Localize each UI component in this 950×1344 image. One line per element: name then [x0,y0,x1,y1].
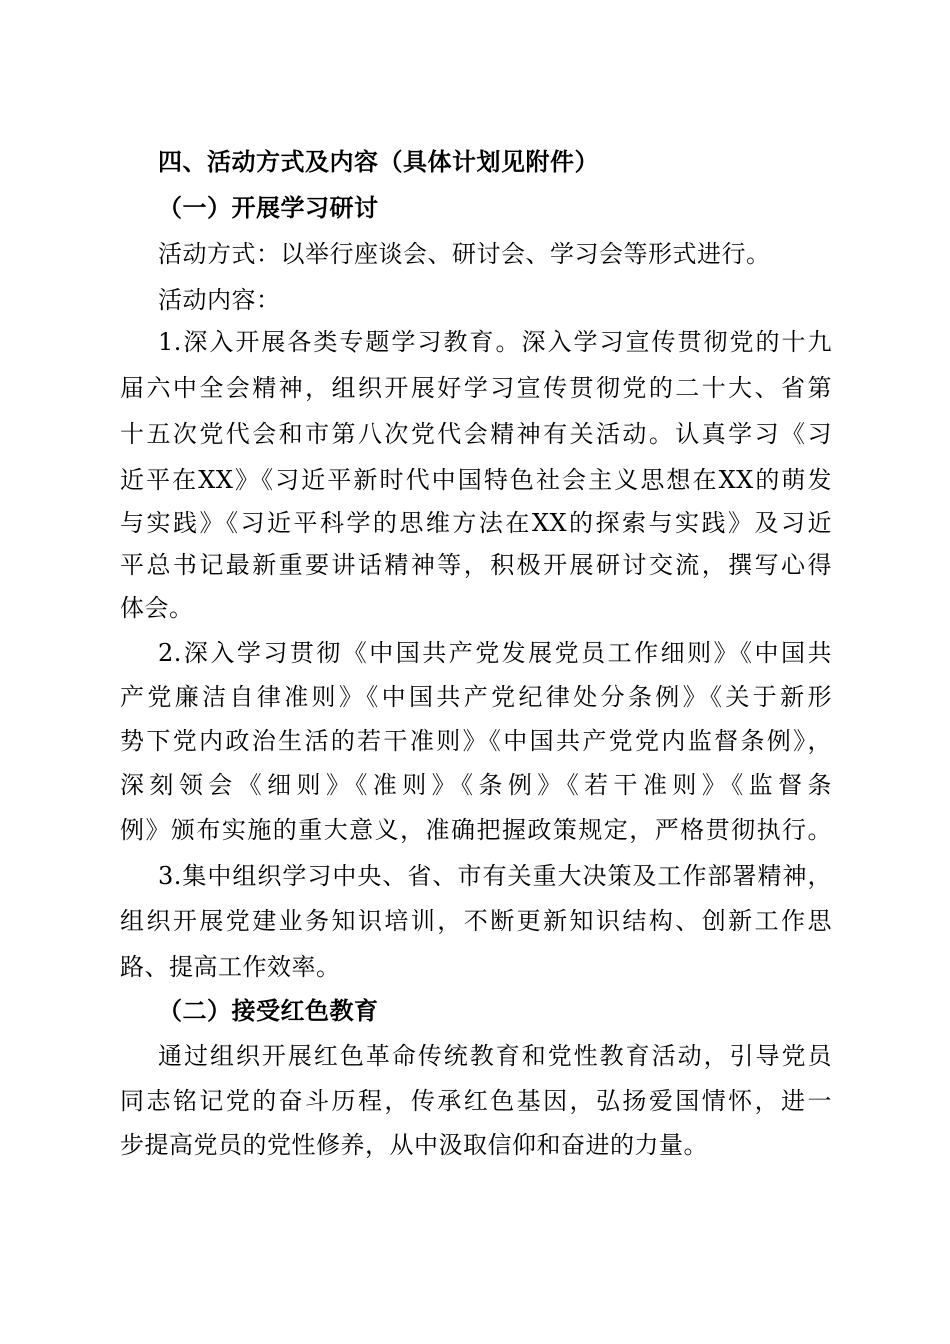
paragraph-line: 势下党内政治生活的若干准则》《中国共产党党内监督条例》， [120,727,832,755]
paragraph-line: 产党廉洁自律准则》《中国共产党纪律处分条例》《关于新形 [120,683,832,711]
paragraph-line: 平总书记最新重要讲话精神等，积极开展研讨交流，撰写心得 [120,551,832,579]
activity-method: 活动方式：以举行座谈会、研讨会、学习会等形式进行。 [158,240,771,268]
activity-content-label: 活动内容： [158,286,281,314]
paragraph-line: 近平在XX》《习近平新时代中国特色社会主义思想在XX的萌发 [120,466,832,494]
paragraph-line: 通过组织开展红色革命传统教育和党性教育活动，引导党员 [158,1042,832,1070]
paragraph-line: 3.集中组织学习中央、省、市有关重大决策及工作部署精神， [158,862,832,890]
subsection-1-title: （一）开展学习研讨 [158,193,379,222]
paragraph-line: 同志铭记党的奋斗历程，传承红色基因，弘扬爱国情怀，进一 [120,1087,832,1115]
section-heading: 四、活动方式及内容（具体计划见附件） [158,147,599,176]
paragraph-line: 体会。 [120,594,194,622]
paragraph-line: 十五次党代会和市第八次党代会精神有关活动。认真学习《习 [120,420,832,448]
subsection-2-title: （二）接受红色教育 [158,996,379,1025]
paragraph-line: 例》颁布实施的重大意义，准确把握政策规定，严格贯彻执行。 [120,816,832,844]
paragraph-line: 届六中全会精神，组织开展好学习宣传贯彻党的二十大、省第 [120,374,832,402]
paragraph-line: 路、提高工作效率。 [120,953,341,981]
paragraph-line: 步提高党员的党性修养，从中汲取信仰和奋进的力量。 [120,1131,708,1159]
paragraph-line: 1.深入开展各类专题学习教育。深入学习宣传贯彻党的十九 [158,328,832,356]
paragraph-line: 组织开展党建业务知识培训，不断更新知识结构、创新工作思 [120,907,832,935]
paragraph-line: 与实践》《习近平科学的思维方法在XX的探索与实践》及习近 [120,509,832,537]
paragraph-line: 2.深入学习贯彻《中国共产党发展党员工作细则》《中国共 [158,639,832,667]
paragraph-line: 深刻领会《细则》《准则》《条例》《若干准则》《监督条 [120,771,832,799]
